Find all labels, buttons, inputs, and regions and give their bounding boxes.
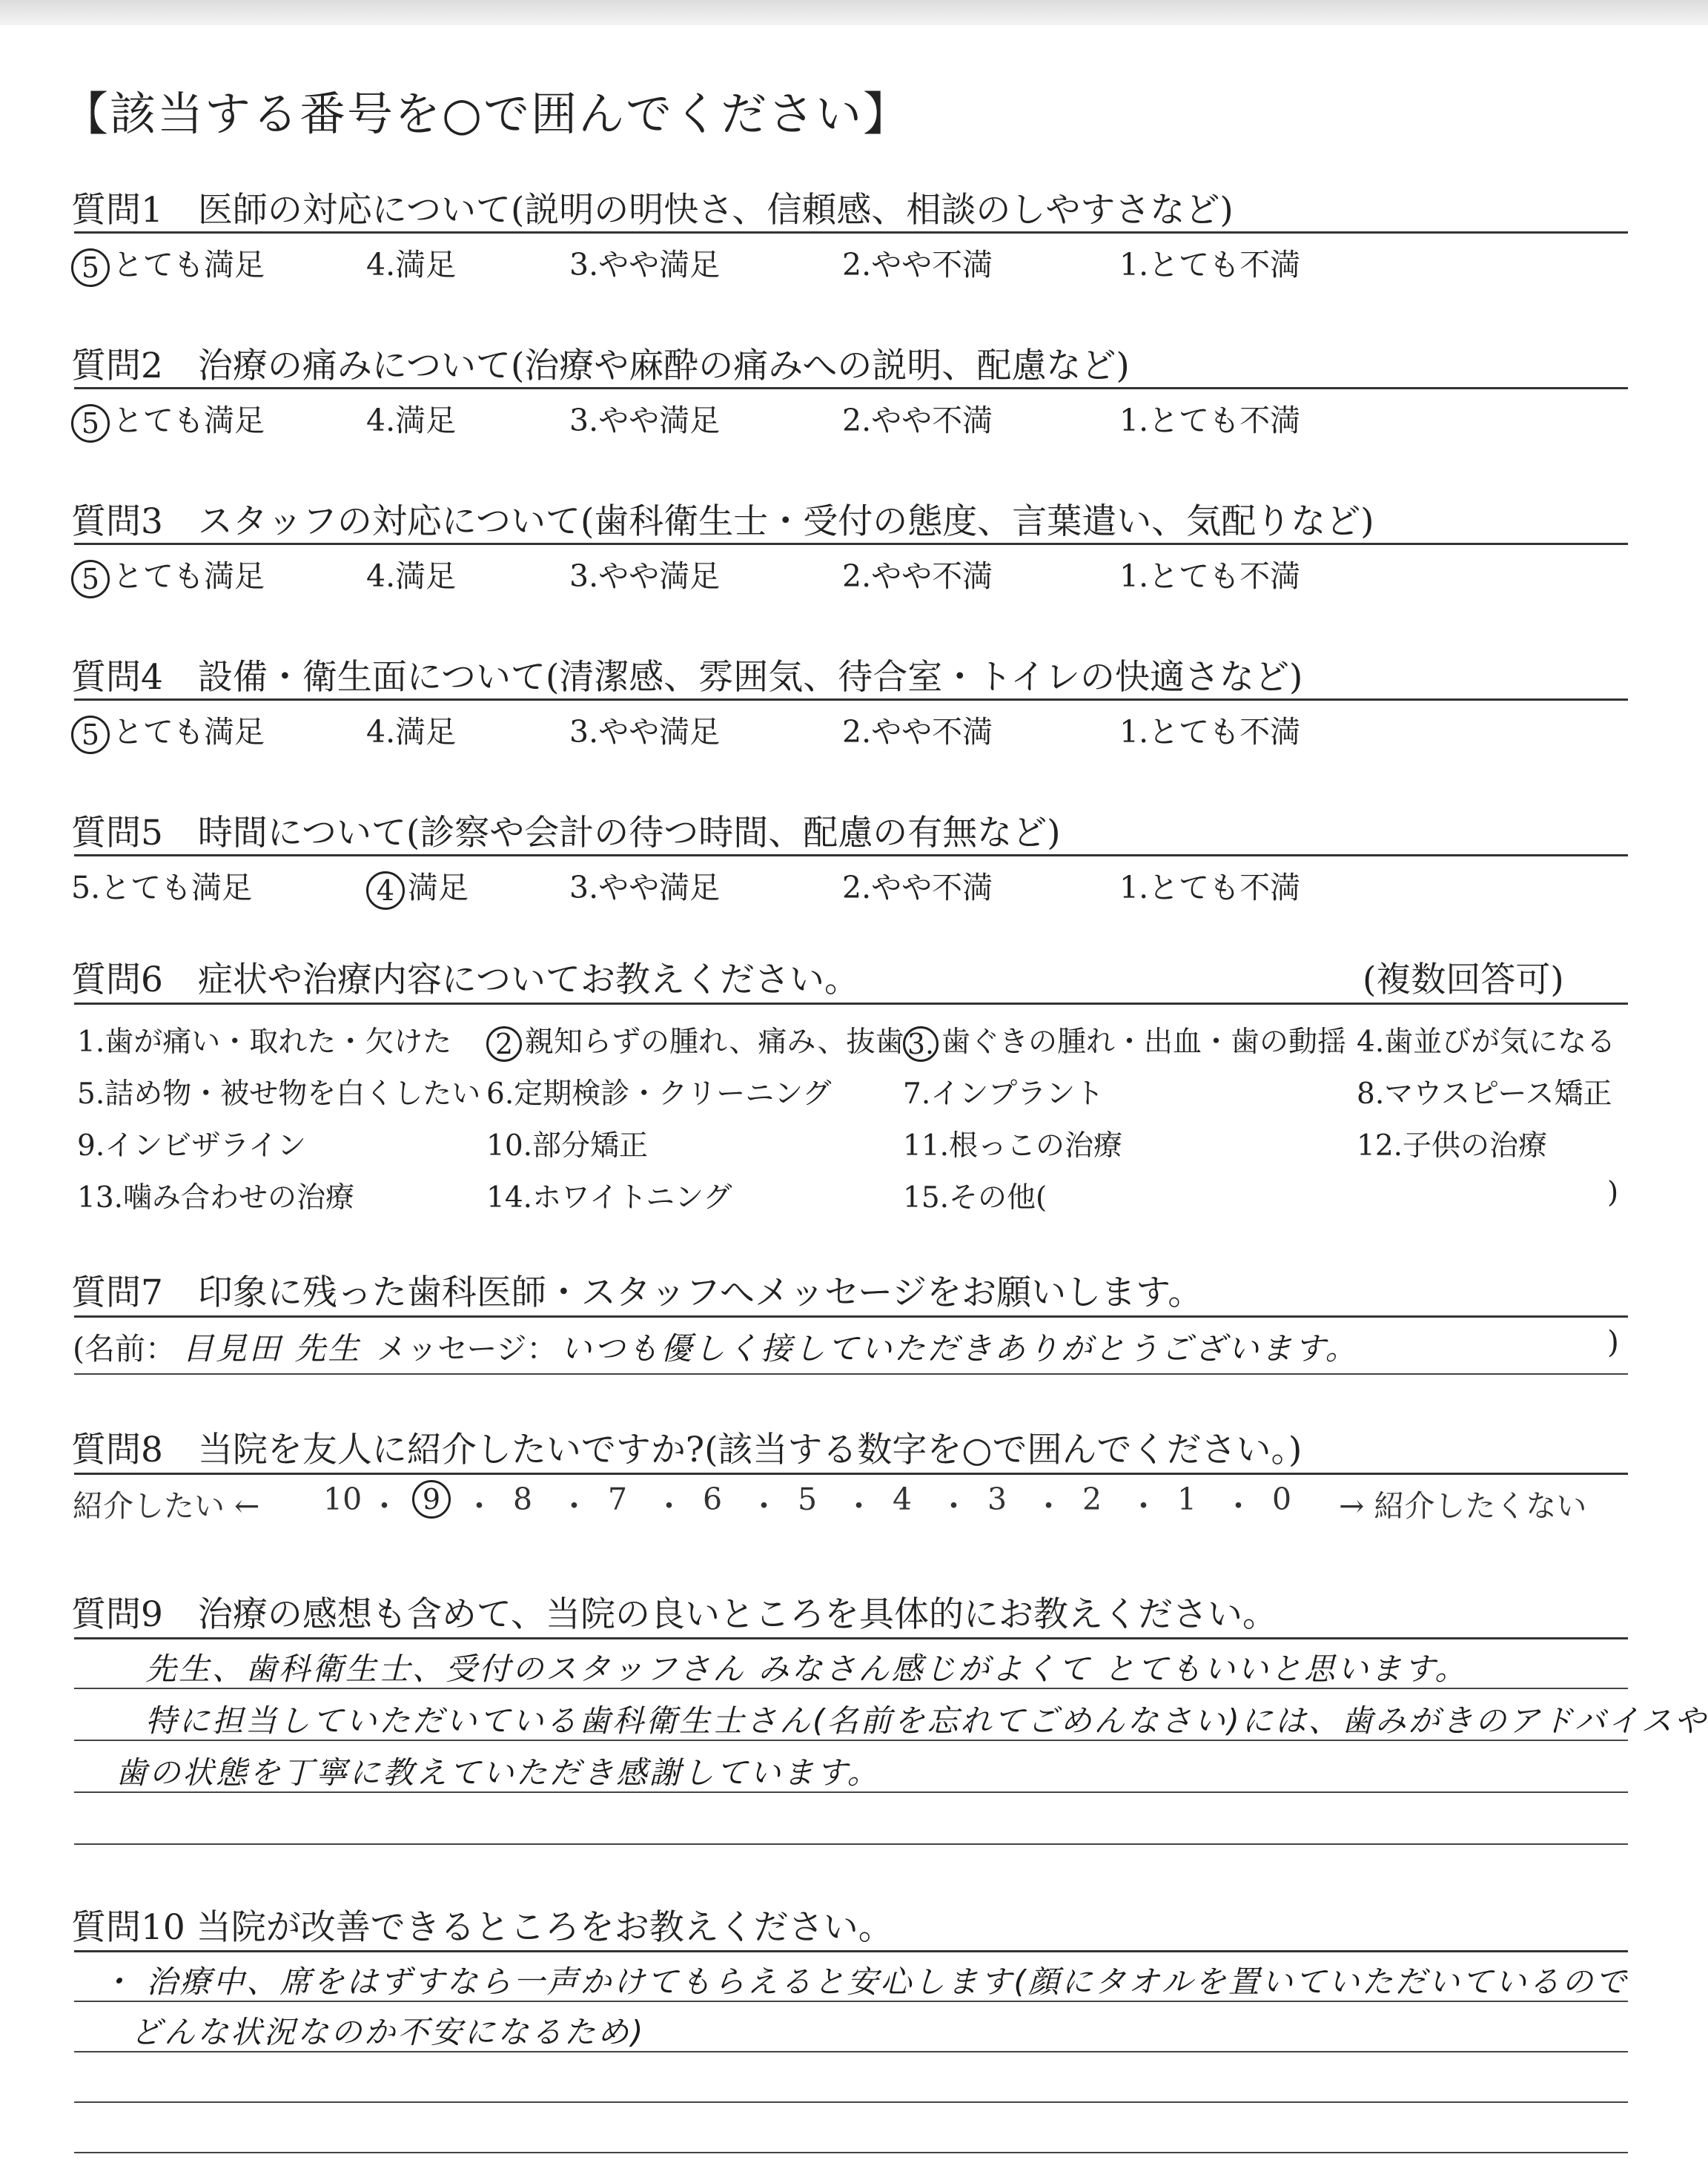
scale-dot: ・ — [559, 1488, 589, 1524]
q6-option-label: 歯並びが気になる — [1384, 1025, 1616, 1059]
question-title: 質問5 時間について(診察や会計の待つ時間、配慮の有無など) — [71, 813, 1061, 853]
rating-option[interactable] — [71, 552, 265, 598]
answer-line — [74, 1843, 1628, 1845]
q6-option-label: ホワイトニング — [532, 1181, 732, 1215]
q7-title: 質問7 印象に残った歯科医師・スタッフへメッセージをお願いします。 — [71, 1272, 1203, 1313]
q6-rule — [74, 1003, 1628, 1005]
rating-option[interactable] — [569, 707, 720, 751]
scale-number[interactable]: 7 — [608, 1482, 628, 1517]
rating-option-label: 2.やや不満 — [842, 247, 993, 283]
q6-other-close: ) — [1607, 1176, 1619, 1209]
scale-dot: ・ — [939, 1488, 969, 1524]
rating-option[interactable] — [366, 396, 456, 440]
scale-number[interactable]: 2 — [1082, 1482, 1102, 1517]
q6-option-label: 歯ぐきの腫れ・出血・歯の動揺 — [941, 1025, 1347, 1059]
rating-option[interactable] — [1119, 240, 1300, 284]
rating-option[interactable] — [366, 863, 469, 910]
selected-circle: 5 — [71, 404, 110, 443]
rating-option[interactable] — [569, 396, 720, 440]
q7-close: ) — [1607, 1324, 1619, 1360]
rating-option-label: 2.やや不満 — [842, 558, 993, 594]
rating-option-label: 3.やや満足 — [569, 870, 721, 905]
rating-option[interactable] — [842, 240, 993, 284]
scale-number[interactable]: 6 — [703, 1482, 723, 1517]
handwritten-line: 歯の状態を丁寧に教えていただき感謝しています。 — [116, 1754, 881, 1791]
question-rule — [74, 231, 1628, 234]
rating-option[interactable] — [366, 240, 456, 284]
q8-right-label: → 紹介したくない — [1339, 1488, 1587, 1524]
rating-option[interactable] — [1119, 863, 1300, 907]
rating-option-label: 1.とても不満 — [1119, 247, 1301, 283]
selected-circle: 2 — [486, 1026, 522, 1062]
q6-option[interactable] — [1357, 1019, 1615, 1060]
q6-option-num: 6. — [486, 1077, 514, 1111]
selected-circle: 4 — [366, 871, 405, 910]
handwritten-line: 先生、歯科衛生士、受付のスタッフさん みなさん感じがよくて とてもいいと思います。 — [145, 1651, 1469, 1687]
scale-dot: ・ — [749, 1488, 779, 1524]
q6-option-num: 7. — [903, 1077, 931, 1111]
scale-dot: ・ — [1128, 1488, 1159, 1524]
q6-option-label: 部分矯正 — [532, 1129, 649, 1163]
rating-option-label: 4.満足 — [366, 247, 457, 283]
rating-option[interactable] — [71, 396, 265, 443]
q6-option-num: 12. — [1357, 1129, 1403, 1163]
q7-message-label: メッセージ： — [377, 1331, 557, 1367]
q6-option[interactable] — [486, 1071, 831, 1112]
scale-dot: ・ — [464, 1488, 494, 1524]
rating-option-label: 3.やや満足 — [569, 403, 721, 438]
scale-dot: ・ — [654, 1488, 684, 1524]
scale-number[interactable]: 0 — [1272, 1482, 1292, 1517]
answer-line — [74, 2001, 1628, 2002]
q6-option-label: マウスピース矯正 — [1384, 1077, 1612, 1111]
q9-rule — [74, 1637, 1628, 1639]
rating-option[interactable] — [569, 240, 720, 284]
q6-option[interactable] — [903, 1175, 1047, 1216]
rating-option[interactable] — [1119, 396, 1300, 440]
rating-option-label: 2.やや不満 — [842, 403, 993, 438]
rating-option[interactable] — [71, 240, 265, 287]
q6-option-label: 根っこの治療 — [949, 1129, 1123, 1163]
q6-option-num: 5. — [77, 1077, 105, 1111]
q9-title: 質問9 治療の感想も含めて、当院の良いところを具体的にお教えください。 — [71, 1594, 1277, 1635]
q6-option[interactable] — [1357, 1071, 1612, 1112]
q6-option-num: 15. — [903, 1181, 950, 1215]
q6-note: (複数回答可) — [1363, 960, 1564, 1000]
rating-option[interactable] — [366, 707, 456, 751]
rating-option[interactable] — [842, 396, 993, 440]
q6-option[interactable] — [77, 1019, 451, 1060]
rating-option-label: 満足 — [408, 870, 469, 905]
scale-dot: ・ — [369, 1488, 400, 1524]
question-title: 質問2 治療の痛みについて(治療や麻酔の痛みへの説明、配慮など) — [71, 346, 1130, 386]
question-title: 質問4 設備・衛生面について(清潔感、雰囲気、待合室・トイレの快適さなど) — [71, 657, 1303, 698]
question-rule — [74, 387, 1628, 389]
q6-option[interactable] — [486, 1019, 904, 1062]
answer-line — [74, 2101, 1628, 2103]
q6-option-num: 10. — [486, 1129, 533, 1163]
handwritten-line: どんな状況なのか不安になるため) — [130, 2014, 646, 2050]
rating-option[interactable] — [71, 863, 252, 907]
q6-option-num: 1. — [77, 1025, 105, 1059]
rating-option-label: とても満足 — [113, 558, 265, 594]
rating-option-label: 1.とても不満 — [1119, 870, 1301, 905]
scale-number[interactable]: 1 — [1177, 1482, 1197, 1517]
q8-rule — [74, 1473, 1628, 1475]
rating-option-label: 3.やや満足 — [569, 247, 721, 283]
q6-option[interactable] — [903, 1123, 1122, 1164]
selected-circle[interactable]: 9 — [412, 1480, 451, 1519]
rating-option[interactable] — [1119, 552, 1300, 595]
q6-option[interactable] — [486, 1123, 648, 1164]
q8-title: 質問8 当院を友人に紹介したいですか?(該当する数字を○で囲んでください。) — [71, 1430, 1302, 1470]
rating-option[interactable] — [569, 863, 720, 907]
q6-option[interactable] — [77, 1123, 306, 1164]
q10-title: 質問10 当院が改善できるところをお教えください。 — [71, 1907, 893, 1948]
q6-option-num: 14. — [486, 1181, 533, 1215]
q6-option-label: インビザライン — [105, 1129, 307, 1163]
q10-rule — [74, 1950, 1628, 1952]
rating-option-label: 5.とても満足 — [71, 870, 253, 905]
handwritten-line: ・ 治療中、席をはずすなら一声かけてもらえると安心します(顔にタオルを置いていただいているので — [101, 1964, 1629, 2000]
scan-top-edge — [0, 0, 1708, 25]
selected-circle: 5 — [71, 248, 110, 287]
q6-option-num: 4. — [1357, 1025, 1385, 1059]
q7-message-value: いつも優しく接していただきありがとうございます。 — [560, 1330, 1359, 1367]
rating-option-label: 1.とても不満 — [1119, 558, 1301, 594]
question-title: 質問1 医師の対応について(説明の明快さ、信頼感、相談のしやすさなど) — [71, 190, 1234, 231]
q6-option-num: 9. — [77, 1129, 105, 1163]
answer-line — [74, 2051, 1628, 2052]
q6-option[interactable] — [77, 1175, 354, 1216]
rating-option-label: 2.やや不満 — [842, 714, 993, 750]
q6-option[interactable] — [903, 1019, 1346, 1062]
rating-option[interactable] — [842, 863, 993, 907]
rating-option[interactable] — [842, 707, 993, 751]
q6-option-num: 11. — [903, 1129, 950, 1163]
q6-option-label: 歯が痛い・取れた・欠けた — [105, 1025, 452, 1059]
q6-option-num: 8. — [1357, 1077, 1385, 1111]
selected-circle: 3. — [903, 1026, 939, 1062]
scale-dot: ・ — [1223, 1488, 1254, 1524]
q6-option[interactable] — [77, 1071, 480, 1112]
rating-option-label: 4.満足 — [366, 403, 457, 438]
scale-number[interactable]: 4 — [893, 1482, 913, 1517]
rating-option-label: 4.満足 — [366, 558, 457, 594]
handwritten-line: 特に担当していただいている歯科衛生士さん(名前を忘れてごめんなさい)には、歯みがきのアドバイスや — [145, 1702, 1708, 1739]
answer-line — [74, 1688, 1628, 1689]
rating-option-label: とても満足 — [113, 403, 265, 438]
q6-option-num: 13. — [77, 1181, 124, 1215]
scale-number[interactable]: 3 — [987, 1482, 1007, 1517]
answer-line — [74, 1740, 1628, 1741]
q8-left-label: 紹介したい ← — [73, 1488, 260, 1524]
q6-title: 質問6 症状や治療内容についてお教えください。 — [71, 960, 859, 1000]
scale-dot: ・ — [1033, 1488, 1064, 1524]
scale-dot: ・ — [844, 1488, 874, 1524]
q6-option[interactable] — [486, 1175, 732, 1216]
question-title: 質問3 スタッフの対応について(歯科衛生士・受付の態度、言葉遣い、気配りなど) — [71, 501, 1374, 542]
rating-option[interactable] — [569, 552, 720, 595]
q7-name-value: 目見田 先生 — [182, 1330, 362, 1367]
rating-option[interactable] — [366, 552, 456, 595]
q6-option-label: 噛み合わせの治療 — [123, 1181, 355, 1215]
scale-number[interactable]: 5 — [798, 1482, 818, 1517]
question-rule — [74, 543, 1628, 545]
rating-option-label: 2.やや不満 — [842, 870, 993, 905]
q6-option[interactable] — [1357, 1123, 1547, 1164]
rating-option[interactable] — [1119, 707, 1300, 751]
selected-circle: 5 — [71, 560, 110, 598]
answer-line — [74, 2152, 1628, 2153]
q6-option-label: 定期検診・クリーニング — [514, 1077, 832, 1111]
answer-line — [74, 1791, 1628, 1793]
rating-option[interactable] — [842, 552, 993, 595]
q6-option-label: インプラント — [930, 1077, 1105, 1111]
rating-option[interactable] — [71, 707, 265, 754]
scale-number[interactable]: 10 — [323, 1482, 363, 1517]
rating-option-label: 3.やや満足 — [569, 714, 721, 750]
rating-option-label: 1.とても不満 — [1119, 714, 1301, 750]
rating-option-label: とても満足 — [113, 247, 265, 283]
rating-option-label: とても満足 — [113, 714, 265, 750]
page-heading: 【該当する番号を○で囲んでください】 — [62, 87, 911, 141]
q6-option-label: 子供の治療 — [1403, 1129, 1548, 1163]
rating-option-label: 1.とても不満 — [1119, 403, 1301, 438]
q7-rule — [74, 1315, 1628, 1318]
selected-circle: 5 — [71, 716, 110, 754]
q6-option-label: 親知らずの腫れ、痛み、抜歯 — [525, 1025, 904, 1059]
q6-option[interactable] — [903, 1071, 1104, 1112]
q6-option-label: その他( — [949, 1181, 1047, 1215]
question-rule — [74, 698, 1628, 701]
q7-answer-line — [74, 1373, 1628, 1375]
q7-name-label: (名前： — [73, 1331, 176, 1367]
scale-number[interactable]: 8 — [513, 1482, 533, 1517]
question-rule — [74, 854, 1628, 856]
rating-option-label: 3.やや満足 — [569, 558, 721, 594]
q6-option-label: 詰め物・被せ物を白くしたい — [105, 1077, 481, 1111]
rating-option-label: 4.満足 — [366, 714, 457, 750]
